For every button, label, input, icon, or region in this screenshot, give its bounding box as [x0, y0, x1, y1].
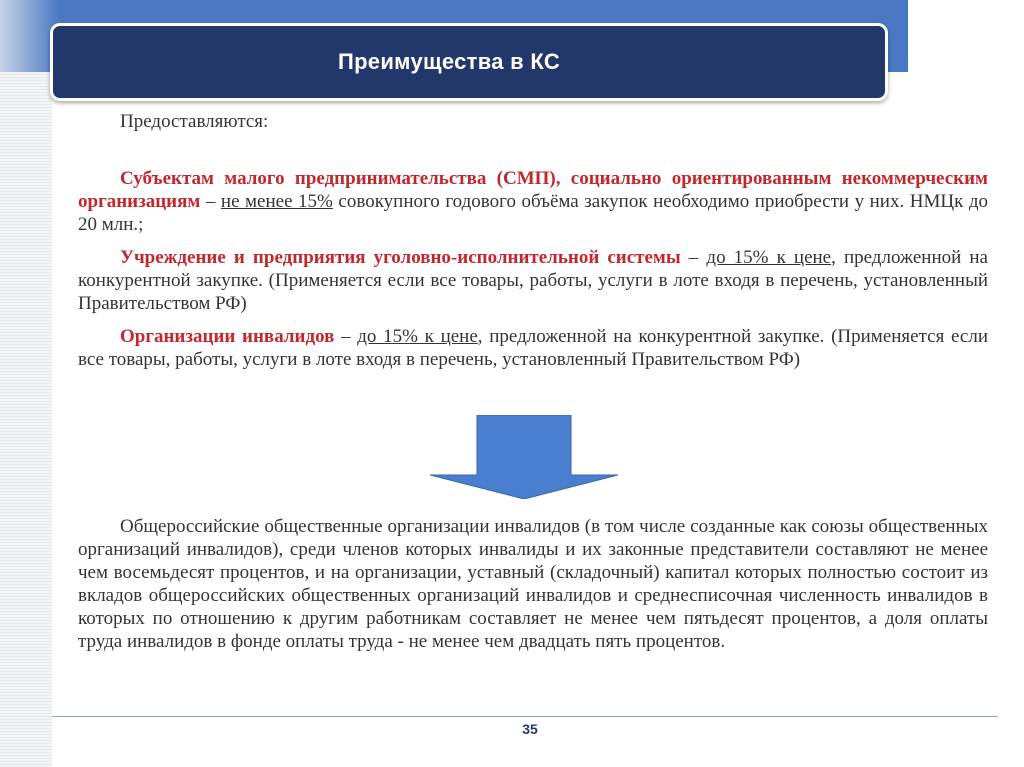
- footer-divider: [52, 716, 998, 717]
- intro-text: Предоставляются:: [120, 111, 269, 132]
- smp-label: Субъектам малого предпринимательства (СМП), социально ориентированным некоммерческим организациям: [78, 168, 988, 212]
- uis-rest: , предложенной на конкурентной закупке. (Применяется если все товары, работы, услуги в лоте входя в перечень, установленный Правительством РФ): [78, 247, 988, 314]
- uis-dash: –: [680, 247, 707, 268]
- smp-share: не менее 15%: [220, 191, 333, 212]
- slide-content: [78, 110, 988, 381]
- invalids-label: Организации инвалидов: [120, 326, 335, 347]
- title-bar: [50, 23, 888, 101]
- smp-rest: совокупного годового объёма закупок необходимо приобрести у них. НМЦк до 20 млн.;: [78, 191, 989, 235]
- uis-label: Учреждение и предприятия уголовно-исполнительной системы: [120, 247, 681, 268]
- down-arrow-icon: [430, 415, 618, 499]
- invalids-dash: –: [334, 326, 358, 347]
- left-decor-strip: [0, 0, 52, 767]
- paragraph-invalids: [78, 325, 988, 371]
- uis-share: до 15% к цене: [706, 247, 832, 268]
- page-number: 35: [522, 721, 538, 737]
- paragraph-uis: [78, 246, 988, 315]
- invalids-share: до 15% к цене: [357, 326, 478, 347]
- slide-title: Преимущества в КС: [337, 49, 561, 74]
- smp-dash: –: [200, 191, 221, 212]
- paragraph-smp: [78, 167, 988, 236]
- invalids-rest: , предложенной на конкурентной закупке. (Применяется если все товары, работы, услуги в лоте входя в перечень, установленный Правительством РФ): [78, 326, 988, 370]
- definition-text: Общероссийские общественные организации инвалидов (в том числе созданные как союзы общественных организаций инвалидов), среди членов которых инвалиды и их законные представители составляют не менее чем восемьдесят процентов, и на организации, уставный (складочный) капитал которых полностью состоит из вкладов общероссийских общественных организаций инвалидов и среднесписочная численность инвалидов в которых по отношению к другим работникам составляет не менее чем пятьдесят процентов, а доля оплаты труда инвалидов в фонде оплаты труда - не менее чем двадцать пять процентов.: [78, 516, 988, 652]
